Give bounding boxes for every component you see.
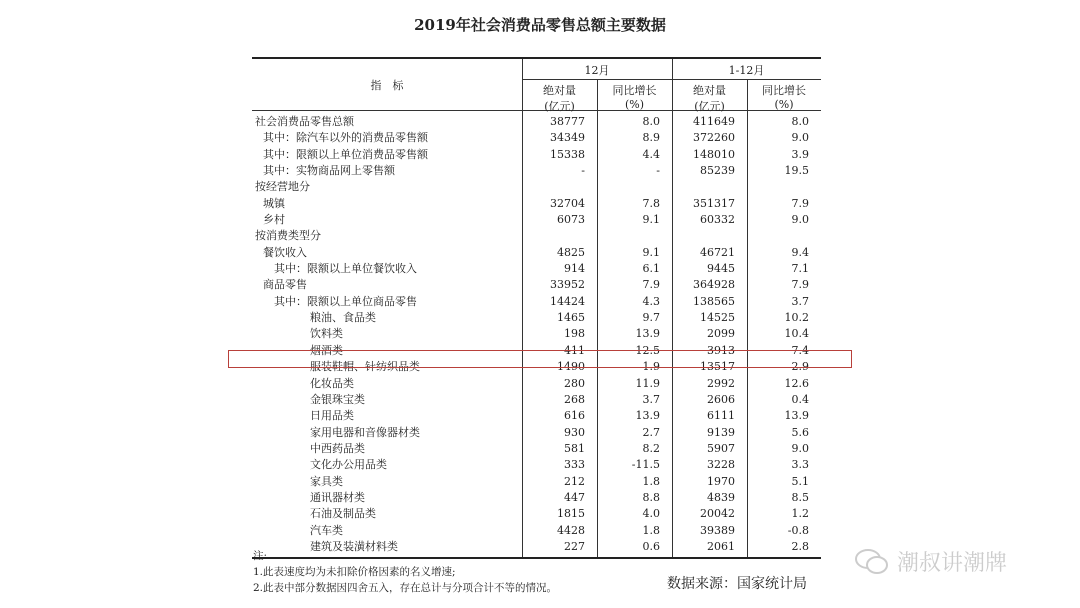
cell-value: 9.0 [791,441,809,455]
cell-value: 1.9 [642,360,660,374]
row-label: 烟酒类 [310,343,343,357]
row-label: 其中：限额以上单位商品零售 [274,294,417,308]
row-label: 服装鞋帽、针纺织品类 [310,360,420,374]
cell-value: 411 [564,343,585,357]
cell-value: 227 [564,539,585,553]
cell-value: 10.4 [784,327,809,341]
cell-value: 1465 [557,311,585,325]
table-row [252,212,821,228]
cell-value: 3.7 [642,392,660,406]
cell-value: 2.8 [791,539,809,553]
row-label: 饮料类 [310,327,343,341]
cell-value: 6073 [557,213,585,227]
table-row [252,326,821,342]
row-label: 化妆品类 [310,376,354,390]
cell-value: 411649 [693,115,735,128]
cell-value: 148010 [693,147,735,161]
cell-value: 268 [564,392,585,406]
cell-value: - [656,164,660,178]
cell-value: 1815 [557,507,585,521]
cell-value: 19.5 [784,164,809,178]
data-source: 数据来源：国家统计局 [667,576,807,592]
cell-value: 212 [564,474,585,488]
cell-value: 4428 [557,523,585,537]
row-label: 粮油、食品类 [310,311,376,325]
cell-value: 2.9 [791,360,809,374]
row-label: 文化办公用品类 [310,458,387,472]
cell-value: 13.9 [635,327,660,341]
cell-value: 4.3 [642,294,660,308]
abs-header: 绝对量 (亿元) [543,84,576,113]
row-label: 其中：限额以上单位消费品零售额 [263,147,428,161]
cell-value: 198 [564,327,585,341]
notes: 注: 1.此表速度均为未扣除价格因素的名义增速; 2.此表中部分数据因四舍五入，存在总计与分项合计不等的情况。 [253,550,558,594]
cell-value: 8.5 [791,490,809,504]
cell-value: 1.8 [642,523,660,537]
yoy-header: 同比增长 (%) [612,84,657,111]
cell-value: 46721 [700,245,735,259]
cell-value: 12.6 [784,376,809,390]
table-row [252,147,821,163]
table-row [252,277,821,293]
cell-value: 1.2 [791,507,809,521]
row-label: 金银珠宝类 [310,392,365,406]
cell-value: 3913 [707,343,735,357]
cell-value: 8.2 [642,441,660,455]
period-1-12-header: 1-12月 [728,64,765,77]
cell-value: 5.1 [791,474,809,488]
row-label: 日用品类 [310,409,354,423]
row-label: 按经营地分 [255,180,310,194]
row-label: 通讯器材类 [310,490,365,504]
cell-value: 20042 [700,507,735,521]
cell-value: 581 [564,441,585,455]
row-label: 家用电器和音像器材类 [310,425,420,439]
row-label: 乡村 [263,213,285,227]
table-row [252,523,821,539]
row-label: 其中：除汽车以外的消费品零售额 [263,131,428,145]
cell-value: 12.5 [635,343,660,357]
cell-value: 333 [564,458,585,472]
table-row [252,261,821,277]
cell-value: 447 [564,490,585,504]
row-label: 按消费类型分 [255,229,321,243]
cell-value: 2099 [707,327,735,341]
cell-value: 0.6 [642,539,660,553]
table-row [252,310,821,326]
cell-value: 6.1 [642,262,660,276]
cell-value: 8.9 [642,131,660,145]
row-label: 家具类 [310,474,343,488]
cell-value: 9.1 [642,245,660,259]
yoy-header-2: 同比增长 (%) [762,84,806,111]
table-row [252,163,821,179]
cell-value: 9139 [707,425,735,439]
page-title: 2019年社会消费品零售总额主要数据 [414,16,666,34]
cell-value: 3228 [707,458,735,472]
cell-value: 7.4 [791,343,809,357]
table-row [252,490,821,506]
cell-value: 7.1 [791,262,809,276]
table-body [252,111,821,557]
cell-value: 9.4 [791,245,809,259]
cell-value: 9.0 [791,213,809,227]
cell-value: 13517 [700,360,735,374]
cell-value: - [581,164,585,178]
cell-value: 4825 [557,245,585,259]
cell-value: 9.1 [642,213,660,227]
table-row [252,506,821,522]
cell-value: 34349 [550,131,585,145]
cell-value: 13.9 [635,409,660,423]
cell-value: 15338 [550,147,585,161]
table-row [252,196,821,212]
highlight-box [228,350,852,368]
cell-value: 2061 [707,539,735,553]
cell-value: 13.9 [784,409,809,423]
cell-value: 7.8 [642,196,660,210]
row-label: 中西药品类 [310,441,365,455]
table-row [252,179,821,195]
row-label: 汽车类 [310,523,343,537]
cell-value: 60332 [700,213,735,227]
cell-value: -11.5 [631,458,660,472]
table-row [252,408,821,424]
cell-value: 32704 [550,196,585,210]
row-label: 城镇 [263,196,285,210]
cell-value: 364928 [693,278,735,292]
cell-value: 1490 [557,360,585,374]
cell-value: 7.9 [791,196,809,210]
cell-value: 2992 [707,376,735,390]
row-label: 社会消费品零售总额 [255,115,354,128]
cell-value: 5907 [707,441,735,455]
cell-value: 11.9 [635,376,660,390]
cell-value: 8.8 [642,490,660,504]
period-12-header: 12月 [584,64,610,77]
cell-value: 280 [564,376,585,390]
row-label: 餐饮收入 [263,245,307,259]
table-row [252,294,821,310]
table-row [252,114,821,130]
cell-value: 2606 [707,392,735,406]
cell-value: 10.2 [784,311,809,325]
table-row [252,457,821,473]
cell-value: 351317 [693,196,735,210]
cell-value: 138565 [693,294,735,308]
cell-value: 9.7 [642,311,660,325]
watermark: 潮叔讲潮牌 [855,546,1007,577]
row-label: 商品零售 [263,278,307,292]
row-label: 其中：实物商品网上零售额 [263,164,395,178]
abs-header-2: 绝对量 (亿元) [693,84,726,113]
cell-value: 372260 [693,131,735,145]
indicator-header: 指 标 [370,79,404,92]
cell-value: 33952 [550,278,585,292]
cell-value: 3.7 [791,294,809,308]
cell-value: 38777 [550,115,585,128]
cell-value: 930 [564,425,585,439]
cell-value: 14525 [700,311,735,325]
cell-value: 7.9 [642,278,660,292]
cell-value: 7.9 [791,278,809,292]
cell-value: 85239 [700,164,735,178]
table-row [252,425,821,441]
cell-value: 5.6 [791,425,809,439]
cell-value: 9.0 [791,131,809,145]
table-header [252,59,821,111]
table-row [252,474,821,490]
table-row [252,130,821,146]
cell-value: -0.8 [787,523,809,537]
cell-value: 1.8 [642,474,660,488]
cell-value: 1970 [707,474,735,488]
cell-value: 6111 [707,409,735,423]
cell-value: 4.0 [642,507,660,521]
row-label: 建筑及装潢材料类 [310,539,398,553]
table-row [252,228,821,244]
cell-value: 14424 [550,294,585,308]
cell-value: 0.4 [791,392,809,406]
row-label: 石油及制品类 [310,507,376,521]
table-row [252,376,821,392]
table-row [252,441,821,457]
cell-value: 4839 [707,490,735,504]
cell-value: 2.7 [642,425,660,439]
cell-value: 616 [564,409,585,423]
cell-value: 914 [564,262,585,276]
cell-value: 39389 [700,523,735,537]
cell-value: 4.4 [642,147,660,161]
cell-value: 9445 [707,262,735,276]
table-row [252,245,821,261]
cell-value: 8.0 [642,115,660,128]
row-label: 其中：限额以上单位餐饮收入 [274,262,417,276]
cell-value: 3.3 [791,458,809,472]
data-table [252,57,821,559]
cell-value: 8.0 [791,115,809,128]
wechat-icon [855,548,889,576]
table-row [252,392,821,408]
cell-value: 3.9 [791,147,809,161]
